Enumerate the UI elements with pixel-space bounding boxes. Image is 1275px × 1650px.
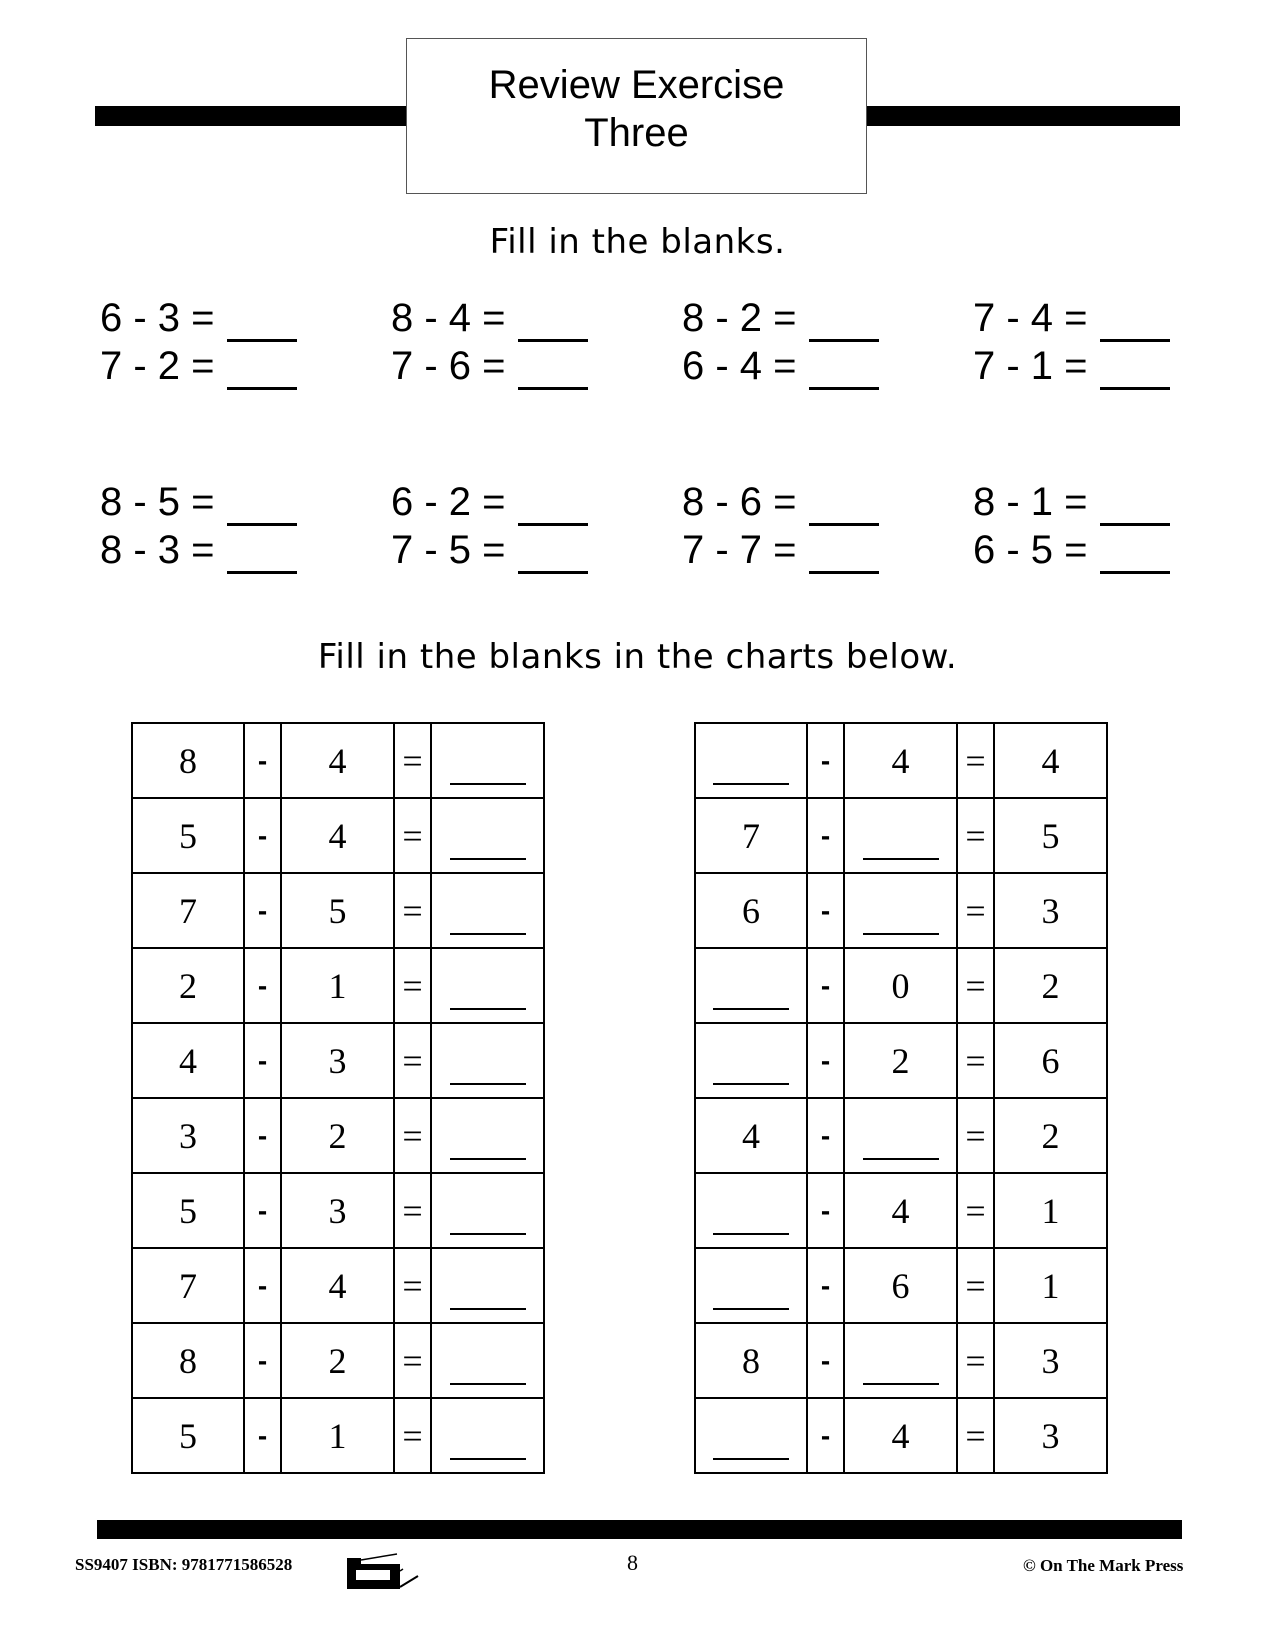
number-cell: 4 <box>281 1248 394 1323</box>
answer-blank[interactable] <box>450 1359 526 1385</box>
equation-text: 7 - 4 = <box>973 296 1088 340</box>
answer-blank[interactable] <box>450 1434 526 1460</box>
chart-row <box>695 1323 1107 1398</box>
number-cell: 1 <box>281 948 394 1023</box>
answer-blank[interactable] <box>450 1284 526 1310</box>
equation-item <box>391 478 588 526</box>
equals-sign: = <box>394 1098 431 1173</box>
answer-blank[interactable] <box>227 535 297 574</box>
left-subtraction-chart <box>131 722 545 1474</box>
answer-blank[interactable] <box>518 487 588 526</box>
minus-sign: - <box>244 723 281 798</box>
number-cell: 5 <box>132 1173 244 1248</box>
number-cell: 4 <box>994 723 1107 798</box>
answer-blank[interactable] <box>450 759 526 785</box>
number-cell: 3 <box>132 1098 244 1173</box>
equals-sign: = <box>394 1173 431 1248</box>
answer-blank[interactable] <box>518 351 588 390</box>
chart-row <box>695 1398 1107 1473</box>
answer-blank[interactable] <box>863 1359 939 1385</box>
number-cell: 4 <box>695 1098 807 1173</box>
number-cell: 3 <box>281 1173 394 1248</box>
answer-blank[interactable] <box>450 1059 526 1085</box>
equals-sign: = <box>957 723 994 798</box>
equals-sign: = <box>394 798 431 873</box>
answer-blank[interactable] <box>450 834 526 860</box>
answer-blank[interactable] <box>713 1209 789 1235</box>
equation-text: 8 - 3 = <box>100 528 215 572</box>
answer-blank[interactable] <box>1100 535 1170 574</box>
number-cell: 8 <box>132 1323 244 1398</box>
header-bar-left <box>95 106 407 126</box>
answer-blank[interactable] <box>227 303 297 342</box>
number-cell: 7 <box>132 1248 244 1323</box>
chart-row <box>132 948 544 1023</box>
number-cell: 4 <box>281 798 394 873</box>
number-cell: 7 <box>695 798 807 873</box>
equation-text: 6 - 4 = <box>682 344 797 388</box>
equals-sign: = <box>957 1023 994 1098</box>
answer-blank[interactable] <box>809 535 879 574</box>
chart-row <box>132 1398 544 1473</box>
copyright: © On The Mark Press <box>1023 1556 1184 1575</box>
minus-sign: - <box>807 798 844 873</box>
minus-sign: - <box>807 1323 844 1398</box>
chart-row <box>695 1248 1107 1323</box>
equation-item <box>682 526 879 574</box>
blank-cell[interactable] <box>695 1248 807 1323</box>
blank-cell[interactable] <box>695 1173 807 1248</box>
number-cell: 2 <box>281 1323 394 1398</box>
equation-text: 7 - 5 = <box>391 528 506 572</box>
minus-sign: - <box>807 1173 844 1248</box>
number-cell: 5 <box>281 873 394 948</box>
equation-text: 8 - 5 = <box>100 480 215 524</box>
blank-cell[interactable] <box>431 1098 544 1173</box>
number-cell: 6 <box>844 1248 957 1323</box>
page-title-line1: Review Exercise <box>488 63 785 107</box>
number-cell: 5 <box>132 1398 244 1473</box>
chart-row <box>132 1173 544 1248</box>
blank-cell[interactable] <box>431 1173 544 1248</box>
equals-sign: = <box>957 948 994 1023</box>
minus-sign: - <box>807 1248 844 1323</box>
minus-sign: - <box>244 798 281 873</box>
equation-text: 7 - 7 = <box>682 528 797 572</box>
page-title-line2: Three <box>584 111 689 155</box>
number-cell: 5 <box>994 798 1107 873</box>
minus-sign: - <box>244 1248 281 1323</box>
footer-bar <box>97 1520 1182 1539</box>
answer-blank[interactable] <box>518 303 588 342</box>
answer-blank[interactable] <box>863 834 939 860</box>
chart-row <box>695 1023 1107 1098</box>
chart-row <box>132 873 544 948</box>
equation-item <box>391 342 588 390</box>
blank-cell[interactable] <box>431 873 544 948</box>
equals-sign: = <box>394 948 431 1023</box>
instruction-fill-charts: Fill in the blanks in the charts below. <box>317 637 958 677</box>
chart-row <box>695 1173 1107 1248</box>
chart-row <box>695 798 1107 873</box>
number-cell: 1 <box>281 1398 394 1473</box>
blank-cell[interactable] <box>431 1248 544 1323</box>
minus-sign: - <box>807 948 844 1023</box>
chart-row <box>132 1248 544 1323</box>
equals-sign: = <box>957 1398 994 1473</box>
answer-blank[interactable] <box>713 1434 789 1460</box>
chart-row <box>132 723 544 798</box>
number-cell: 2 <box>994 948 1107 1023</box>
equals-sign: = <box>957 1248 994 1323</box>
number-cell: 0 <box>844 948 957 1023</box>
blank-cell[interactable] <box>695 1398 807 1473</box>
equation-text: 8 - 2 = <box>682 296 797 340</box>
answer-blank[interactable] <box>450 909 526 935</box>
equation-text: 8 - 1 = <box>973 480 1088 524</box>
number-cell: 4 <box>844 1398 957 1473</box>
equation-item <box>682 478 879 526</box>
equation-text: 8 - 4 = <box>391 296 506 340</box>
answer-blank[interactable] <box>713 759 789 785</box>
answer-blank[interactable] <box>809 487 879 526</box>
equation-text: 6 - 5 = <box>973 528 1088 572</box>
answer-blank[interactable] <box>713 984 789 1010</box>
equals-sign: = <box>957 798 994 873</box>
instruction-fill-blanks: Fill in the blanks. <box>489 222 786 262</box>
minus-sign: - <box>244 1173 281 1248</box>
number-cell: 3 <box>994 873 1107 948</box>
minus-sign: - <box>807 723 844 798</box>
answer-blank[interactable] <box>1100 351 1170 390</box>
blank-cell[interactable] <box>431 1323 544 1398</box>
minus-sign: - <box>244 1398 281 1473</box>
number-cell: 1 <box>994 1173 1107 1248</box>
equals-sign: = <box>957 1098 994 1173</box>
minus-sign: - <box>244 1098 281 1173</box>
chart-row <box>695 1098 1107 1173</box>
blank-cell[interactable] <box>844 873 957 948</box>
chart-row <box>695 948 1107 1023</box>
header-bar-right <box>867 106 1180 126</box>
equation-text: 6 - 2 = <box>391 480 506 524</box>
equals-sign: = <box>957 873 994 948</box>
blank-cell[interactable] <box>431 948 544 1023</box>
number-cell: 1 <box>994 1248 1107 1323</box>
equation-item <box>391 526 588 574</box>
answer-blank[interactable] <box>1100 303 1170 342</box>
number-cell: 6 <box>695 873 807 948</box>
number-cell: 4 <box>844 1173 957 1248</box>
equals-sign: = <box>394 1398 431 1473</box>
chart-row <box>695 723 1107 798</box>
equation-item <box>973 526 1170 574</box>
equation-item <box>100 342 297 390</box>
answer-blank[interactable] <box>863 1134 939 1160</box>
equals-sign: = <box>957 1323 994 1398</box>
chart-row <box>132 798 544 873</box>
blank-cell[interactable] <box>431 723 544 798</box>
minus-sign: - <box>244 948 281 1023</box>
minus-sign: - <box>807 1023 844 1098</box>
equals-sign: = <box>394 1248 431 1323</box>
answer-blank[interactable] <box>713 1059 789 1085</box>
number-cell: 2 <box>844 1023 957 1098</box>
equals-sign: = <box>394 1023 431 1098</box>
equation-text: 7 - 2 = <box>100 344 215 388</box>
answer-blank[interactable] <box>863 909 939 935</box>
equation-item <box>973 342 1170 390</box>
chart-row <box>132 1098 544 1173</box>
number-cell: 4 <box>844 723 957 798</box>
number-cell: 3 <box>281 1023 394 1098</box>
answer-blank[interactable] <box>809 351 879 390</box>
number-cell: 3 <box>994 1398 1107 1473</box>
chart-row <box>132 1323 544 1398</box>
number-cell: 3 <box>994 1323 1107 1398</box>
blank-cell[interactable] <box>695 723 807 798</box>
answer-blank[interactable] <box>1100 487 1170 526</box>
minus-sign: - <box>807 1098 844 1173</box>
chart-row <box>695 873 1107 948</box>
equals-sign: = <box>394 723 431 798</box>
equation-item <box>973 478 1170 526</box>
equals-sign: = <box>394 873 431 948</box>
printer-copier-icon <box>345 1552 420 1592</box>
right-subtraction-chart <box>694 722 1108 1474</box>
answer-blank[interactable] <box>450 1134 526 1160</box>
equals-sign: = <box>957 1173 994 1248</box>
number-cell: 4 <box>281 723 394 798</box>
equation-text: 6 - 3 = <box>100 296 215 340</box>
blank-cell[interactable] <box>431 1398 544 1473</box>
minus-sign: - <box>244 1023 281 1098</box>
title-box <box>406 38 867 194</box>
equals-sign: = <box>394 1323 431 1398</box>
answer-blank[interactable] <box>713 1284 789 1310</box>
answer-blank[interactable] <box>227 487 297 526</box>
equation-item <box>100 478 297 526</box>
minus-sign: - <box>244 1323 281 1398</box>
equation-item <box>973 294 1170 342</box>
answer-blank[interactable] <box>450 1209 526 1235</box>
equation-item <box>682 294 879 342</box>
number-cell: 7 <box>132 873 244 948</box>
blank-cell[interactable] <box>695 948 807 1023</box>
answer-blank[interactable] <box>450 984 526 1010</box>
equation-item <box>100 294 297 342</box>
answer-blank[interactable] <box>518 535 588 574</box>
blank-cell[interactable] <box>844 1323 957 1398</box>
number-cell: 2 <box>281 1098 394 1173</box>
number-cell: 8 <box>132 723 244 798</box>
answer-blank[interactable] <box>227 351 297 390</box>
page-number: 8 <box>627 1550 638 1575</box>
minus-sign: - <box>807 1398 844 1473</box>
number-cell: 2 <box>132 948 244 1023</box>
answer-blank[interactable] <box>809 303 879 342</box>
minus-sign: - <box>244 873 281 948</box>
blank-cell[interactable] <box>431 1023 544 1098</box>
equation-text: 7 - 6 = <box>391 344 506 388</box>
blank-cell[interactable] <box>431 798 544 873</box>
blank-cell[interactable] <box>844 1098 957 1173</box>
equation-item <box>391 294 588 342</box>
equation-text: 7 - 1 = <box>973 344 1088 388</box>
number-cell: 8 <box>695 1323 807 1398</box>
number-cell: 4 <box>132 1023 244 1098</box>
number-cell: 6 <box>994 1023 1107 1098</box>
chart-row <box>132 1023 544 1098</box>
number-cell: 2 <box>994 1098 1107 1173</box>
minus-sign: - <box>807 873 844 948</box>
blank-cell[interactable] <box>695 1023 807 1098</box>
equation-item <box>682 342 879 390</box>
footer-code-isbn: SS9407 ISBN: 9781771586528 <box>75 1555 293 1574</box>
equation-item <box>100 526 297 574</box>
equation-text: 8 - 6 = <box>682 480 797 524</box>
number-cell: 5 <box>132 798 244 873</box>
blank-cell[interactable] <box>844 798 957 873</box>
